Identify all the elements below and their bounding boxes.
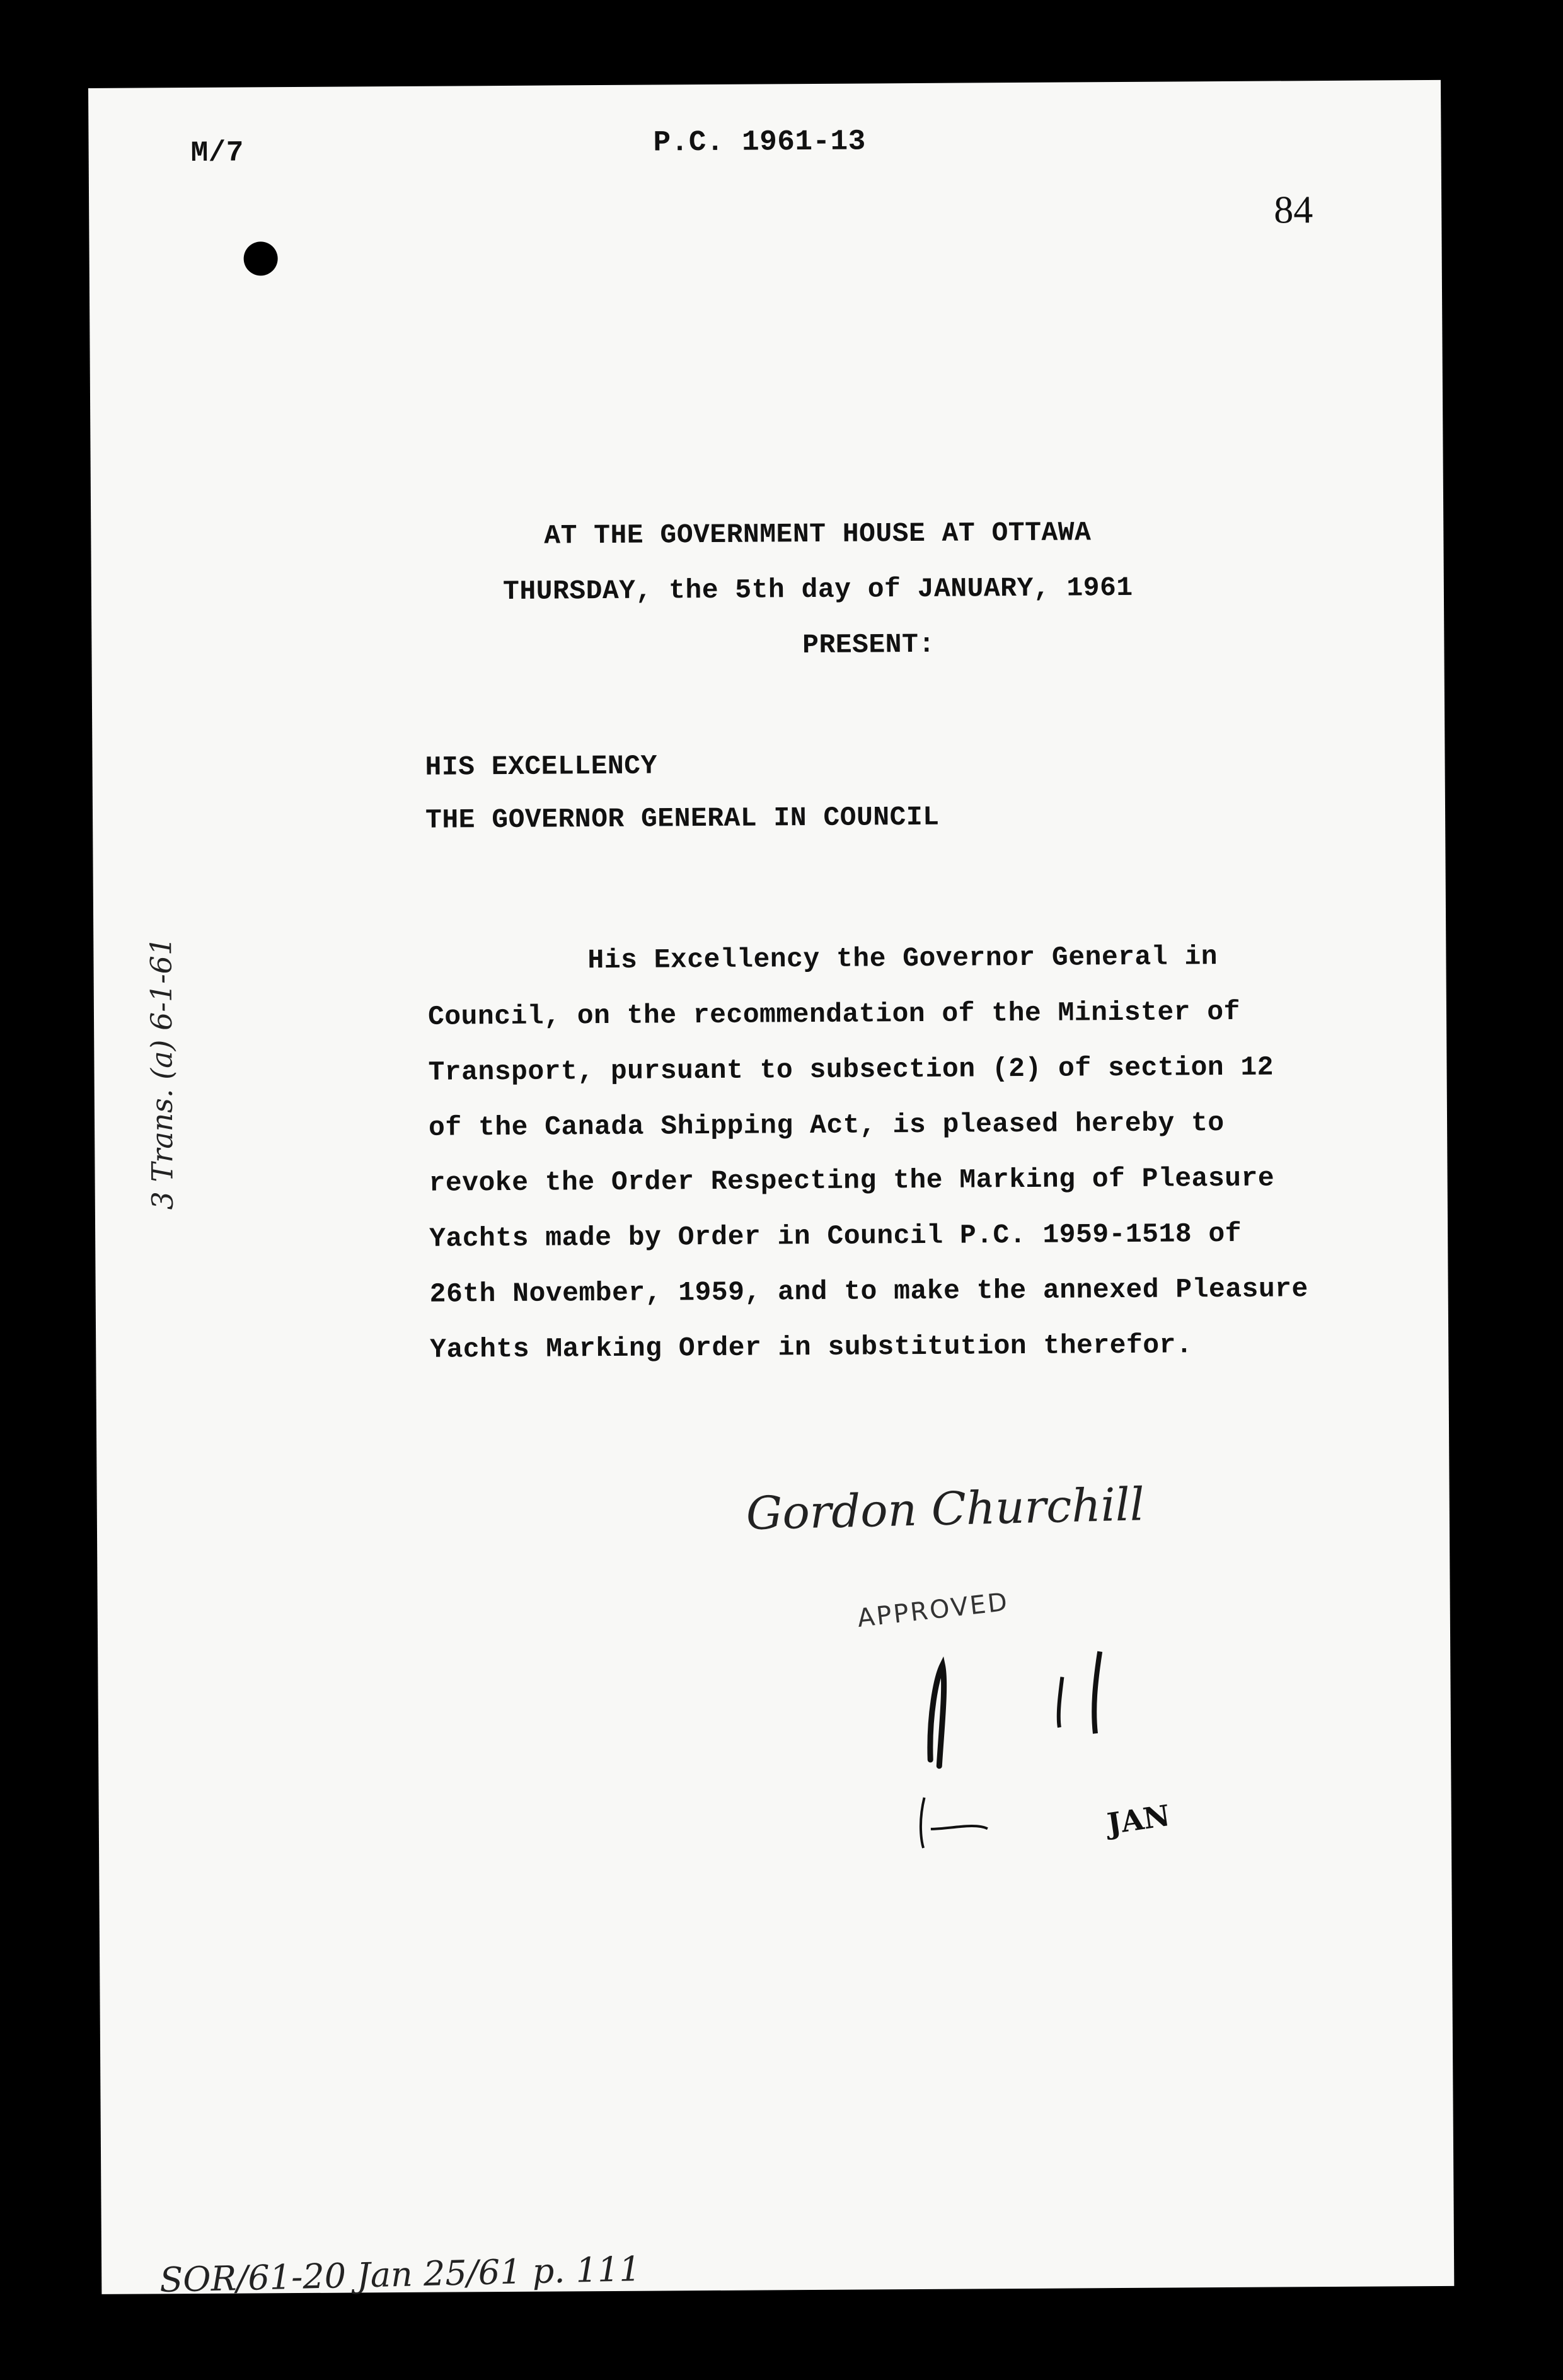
body-line: 26th November, 1959, and to make the annexed Pleasure bbox=[429, 1273, 1308, 1310]
body-line: revoke the Order Respecting the Marking of Pleasure bbox=[429, 1162, 1275, 1199]
file-code: M/7 bbox=[190, 136, 245, 170]
stamp-month: JAN bbox=[1105, 1798, 1172, 1841]
approval-initials-mark bbox=[892, 1638, 1221, 1854]
present-heading: PRESENT: bbox=[802, 628, 935, 661]
body-line: Transport, pursuant to subsection (2) of section 12 bbox=[428, 1051, 1274, 1088]
body-line: His Excellency the Governor General in bbox=[587, 941, 1218, 976]
signature: Gordon Churchill bbox=[745, 1477, 1145, 1540]
body-line: Yachts Marking Order in substitution therefor. bbox=[430, 1329, 1193, 1365]
page-number: 84 bbox=[1274, 188, 1313, 232]
document-page bbox=[88, 80, 1454, 2301]
addressee-line-2: THE GOVERNOR GENERAL IN COUNCIL bbox=[425, 801, 940, 836]
body-line: of the Canada Shipping Act, is pleased hereby to bbox=[428, 1107, 1225, 1143]
addressee-line-1: HIS EXCELLENCY bbox=[425, 750, 657, 783]
punch-hole bbox=[243, 241, 277, 275]
body-line: Council, on the recommendation of the Minister of bbox=[427, 996, 1241, 1032]
date-heading: THURSDAY, the 5th day of JANUARY, 1961 bbox=[502, 572, 1133, 607]
approved-stamp: APPROVED bbox=[855, 1587, 1011, 1634]
location-heading: AT THE GOVERNMENT HOUSE AT OTTAWA bbox=[544, 517, 1092, 552]
footer-note: SOR/61-20 Jan 25/61 p. 111 bbox=[159, 2249, 642, 2301]
order-number: P.C. 1961-13 bbox=[653, 125, 866, 159]
body-line: Yachts made by Order in Council P.C. 1959-1518 of bbox=[429, 1218, 1242, 1254]
margin-note: 3 Trans. (a) 6-1-61 bbox=[144, 937, 180, 1210]
